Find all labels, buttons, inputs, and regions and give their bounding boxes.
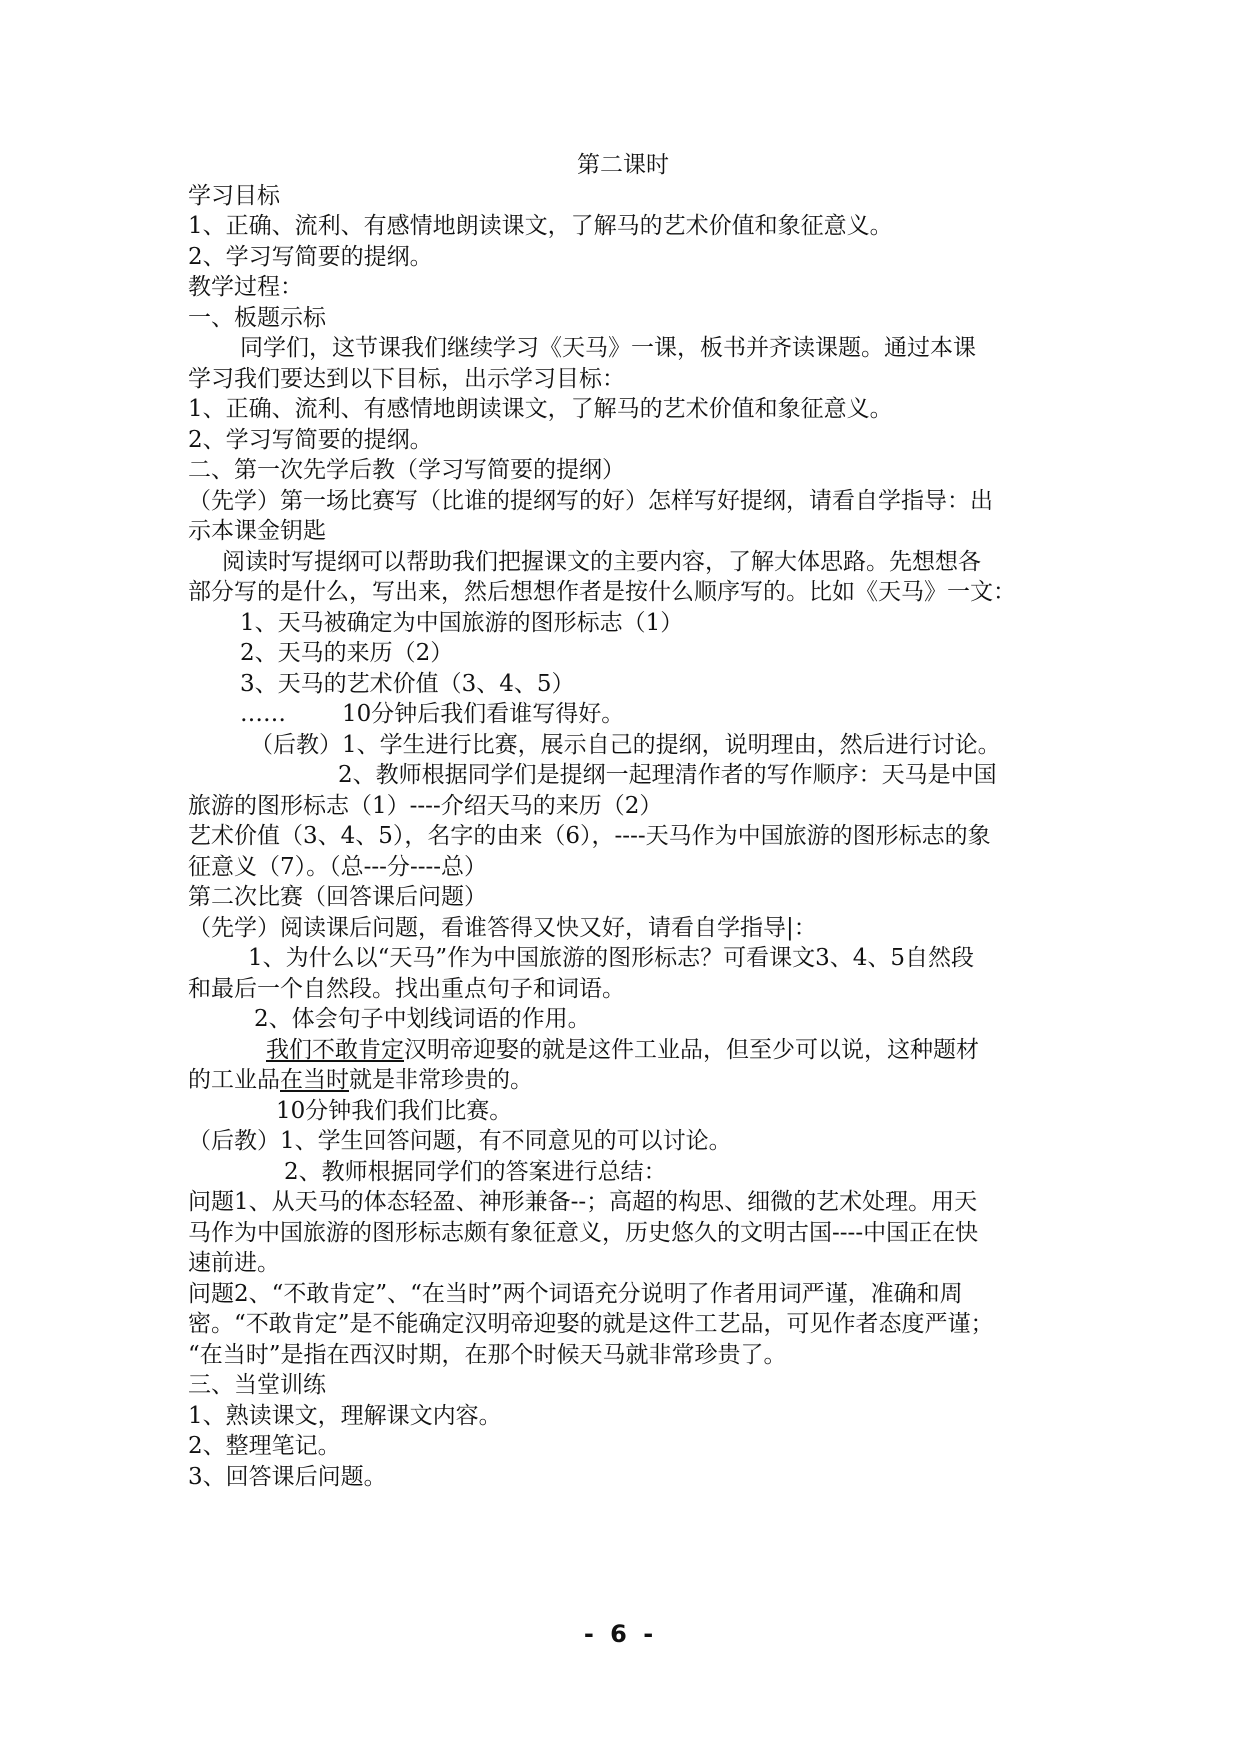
paragraph-line: 阅读时写提纲可以帮助我们把握课文的主要内容，了解大体思路。先想想各 — [222, 548, 981, 575]
answer-line: “在当时”是指在西汉时期，在那个时候天马就非常珍贵了。 — [188, 1341, 787, 1368]
section-heading: 三、当堂训练 — [188, 1372, 326, 1398]
section-heading: 教学过程： — [188, 274, 303, 300]
paragraph-line: 学习我们要达到以下目标，出示学习目标： — [188, 365, 625, 392]
paragraph-line: 征意义（7）。（总---分----总） — [188, 853, 488, 880]
page-number: - 6 - — [583, 1620, 658, 1648]
training-item: 1、熟读课文，理解课文内容。 — [188, 1402, 502, 1429]
outline-item: 1、天马被确定为中国旅游的图形标志（1） — [240, 609, 684, 636]
paragraph-line: 部分写的是什么，写出来，然后想想作者是按什么顺序写的。比如《天马》一文： — [188, 579, 1016, 605]
underlined-phrase: 我们不敢肯定 — [266, 1036, 404, 1063]
lesson-title: 第二课时 — [577, 152, 669, 178]
paragraph-line: （先学）第一场比赛写（比谁的提纲写的好）怎样写好提纲，请看自学指导：出 — [188, 487, 993, 514]
outline-item — [188, 699, 1058, 730]
objective-item: 1、正确、流利、有感情地朗读课文，了解马的艺术价值和象征意义。 — [188, 396, 893, 422]
paragraph-line: （后教）1、学生进行比赛，展示自己的提纲，说明理由，然后进行讨论。 — [250, 731, 1001, 758]
objective-item: 2、学习写简要的提纲。 — [188, 243, 433, 270]
paragraph-line: 艺术价值（3、4、5），名字的由来（6），----天马作为中国旅游的图形标志的象 — [188, 823, 991, 849]
section-heading: 一、板题示标 — [188, 304, 326, 331]
paragraph-line: （先学）阅读课后问题，看谁答得又快又好，请看自学指导|： — [188, 914, 817, 941]
underlined-phrase: 在当时 — [280, 1067, 349, 1093]
answer-line: 问题1、从天马的体态轻盈、神形兼备--；高超的构思、细微的艺术处理。用天 — [188, 1189, 978, 1215]
training-item: 3、回答课后问题。 — [188, 1463, 387, 1490]
sentence-text: 就是非常珍贵的。 — [349, 1067, 533, 1093]
answer-line: 问题2、“不敢肯定”、“在当时”两个词语充分说明了作者用词严谨，准确和周 — [188, 1280, 963, 1307]
section-heading: 学习目标 — [188, 182, 280, 209]
paragraph-line: 同学们，这节课我们继续学习《天马》一课，板书并齐读课题。通过本课 — [240, 335, 976, 361]
outline-item: 3、天马的艺术价值（3、4、5） — [240, 670, 575, 697]
document-body — [188, 150, 1058, 1492]
objective-item: 2、学习写简要的提纲。 — [188, 426, 433, 453]
paragraph-line: 旅游的图形标志（1）----介绍天马的来历（2） — [188, 792, 663, 819]
paragraph-text: 10分钟后我们看谁写得好。 — [342, 701, 625, 727]
paragraph-line: 10分钟我们我们比赛。 — [276, 1097, 513, 1124]
paragraph-line: （后教）1、学生回答问题，有不同意见的可以讨论。 — [188, 1128, 732, 1154]
section-heading: 二、第一次先学后教（学习写简要的提纲） — [188, 457, 625, 483]
paragraph-line: 示本课金钥匙 — [188, 518, 326, 544]
sentence-text: 汉明帝迎娶的就是这件工业品，但至少可以说，这种题材 — [404, 1036, 979, 1063]
training-item: 2、整理笔记。 — [188, 1433, 341, 1459]
answer-line: 速前进。 — [188, 1250, 280, 1276]
example-sentence — [188, 1065, 1058, 1096]
answer-line: 密。“不敢肯定”是不能确定汉明帝迎娶的就是这件工艺品，可见作者态度严谨； — [188, 1311, 994, 1337]
question-item: 2、体会句子中划线词语的作用。 — [254, 1006, 591, 1032]
answer-line: 马作为中国旅游的图形标志颇有象征意义，历史悠久的文明古国----中国正在快 — [188, 1219, 979, 1246]
sentence-text: 的工业品 — [188, 1067, 280, 1093]
paragraph-line: 和最后一个自然段。找出重点句子和词语。 — [188, 975, 625, 1002]
paragraph-line: 2、教师根据同学们的答案进行总结： — [284, 1158, 667, 1185]
example-sentence — [188, 1035, 1058, 1066]
ellipsis: …… — [240, 701, 286, 727]
paragraph-line: 2、教师根据同学们是提纲一起理清作者的写作顺序：天马是中国 — [338, 762, 997, 788]
section-heading: 第二次比赛（回答课后问题） — [188, 884, 487, 910]
outline-item: 2、天马的来历（2） — [240, 640, 454, 666]
objective-item: 1、正确、流利、有感情地朗读课文，了解马的艺术价值和象征意义。 — [188, 213, 893, 239]
question-item: 1、为什么以“天马”作为中国旅游的图形标志？可看课文3、4、5自然段 — [248, 945, 975, 971]
